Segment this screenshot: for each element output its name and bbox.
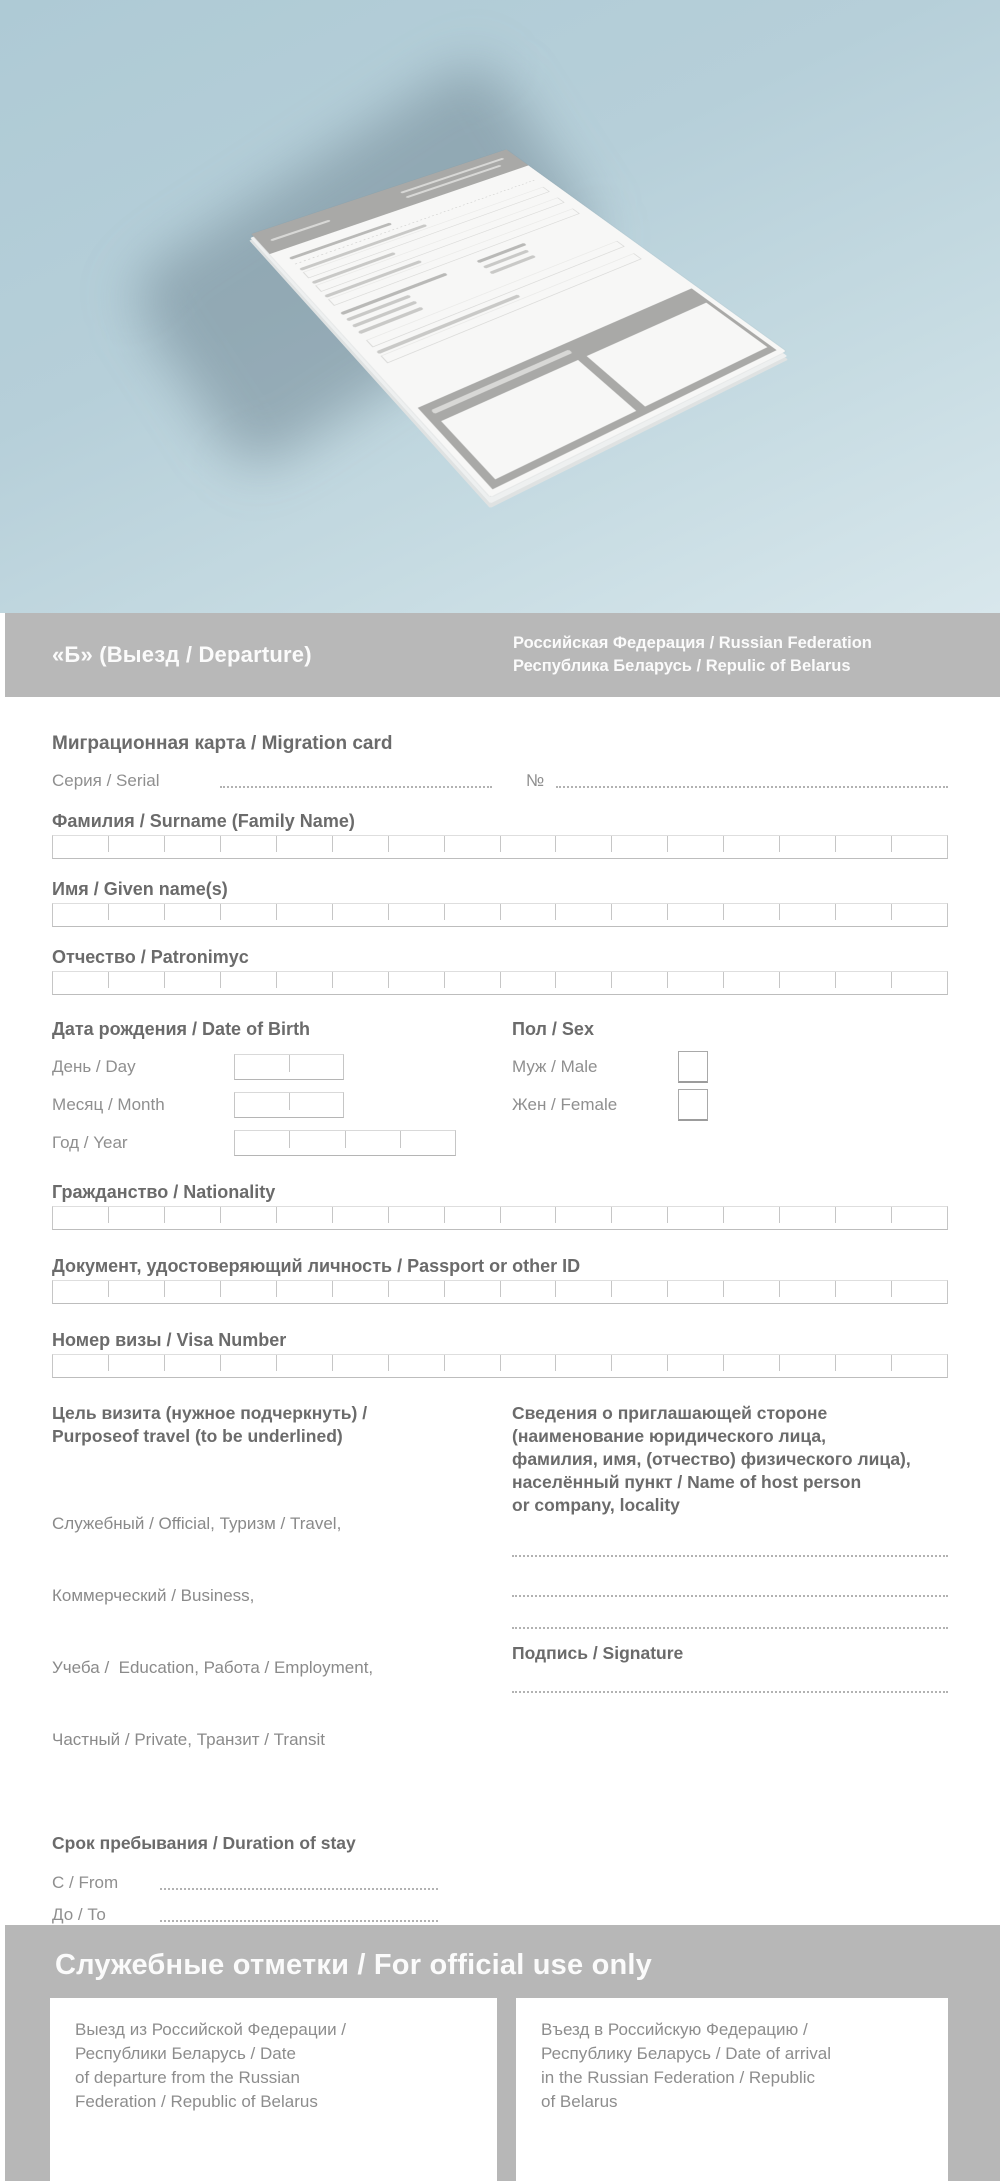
char-cell <box>556 904 612 920</box>
char-cell <box>612 1281 668 1297</box>
char-cell <box>668 972 724 988</box>
purpose-option-line[interactable]: Коммерческий / Business, <box>52 1586 255 1605</box>
sex-label: Пол / Sex <box>512 1019 594 1039</box>
char-cell <box>556 1207 612 1223</box>
char-cell <box>109 1281 165 1297</box>
duration-label: Срок пребывания / Duration of stay <box>52 1833 356 1853</box>
official-use-title: Служебные отметки / For official use only <box>55 1949 653 1981</box>
char-cell <box>221 1281 277 1297</box>
sex-column <box>512 1019 948 1156</box>
char-cell <box>892 1355 947 1371</box>
char-cell <box>109 836 165 852</box>
female-row <box>512 1092 948 1118</box>
signature-input-line[interactable] <box>512 1689 948 1693</box>
char-cell <box>445 1281 501 1297</box>
char-cell <box>53 1207 109 1223</box>
female-label: Жен / Female <box>512 1095 618 1114</box>
host-info-line: населённый пункт / Name of host person <box>512 1472 862 1492</box>
number-label: № <box>526 771 545 790</box>
departure-box-line: Республики Беларусь / Date <box>75 2044 296 2063</box>
char-cell <box>612 904 668 920</box>
form-body <box>0 697 1000 1925</box>
card-photo-section <box>0 0 1000 613</box>
char-cell <box>389 904 445 920</box>
char-cell <box>221 1355 277 1371</box>
char-cell <box>333 1281 389 1297</box>
nationality-section <box>52 1182 948 1230</box>
char-cell <box>780 1355 836 1371</box>
char-cell <box>836 1355 892 1371</box>
char-cell <box>892 1281 947 1297</box>
char-cell <box>221 972 277 988</box>
departure-box-line: of departure from the Russian <box>75 2068 300 2087</box>
char-cell <box>780 904 836 920</box>
from-label: С / From <box>52 1873 119 1892</box>
char-cell <box>165 972 221 988</box>
form-header-bar <box>5 613 1000 697</box>
char-cell <box>221 904 277 920</box>
char-cell <box>290 1131 345 1148</box>
char-cell <box>892 904 947 920</box>
char-cell <box>780 972 836 988</box>
to-input-line[interactable] <box>160 1906 438 1922</box>
purpose-title-ru: Цель визита (нужное подчеркнуть) / <box>52 1403 368 1423</box>
host-input-line-2[interactable] <box>512 1593 948 1597</box>
signature-label: Подпись / Signature <box>512 1643 684 1663</box>
official-use-boxes <box>50 1998 948 2181</box>
serial-input-line[interactable] <box>220 772 492 788</box>
male-row <box>512 1054 948 1080</box>
country-line-belarus: Республика Беларусь / Repulic of Belarus <box>513 657 851 675</box>
char-cell <box>556 1281 612 1297</box>
char-cell <box>724 972 780 988</box>
char-cell <box>836 1281 892 1297</box>
serial-number-row <box>52 771 948 791</box>
char-cell <box>277 972 333 988</box>
char-cell <box>290 1055 344 1072</box>
char-cell <box>53 1281 109 1297</box>
purpose-options <box>52 1464 500 1800</box>
char-cell <box>333 1207 389 1223</box>
departure-box-line: Выезд из Российской Федерации / <box>75 2020 347 2039</box>
given-name-label: Имя / Given name(s) <box>52 879 228 899</box>
char-cell <box>445 972 501 988</box>
char-cell <box>235 1131 290 1148</box>
char-cell <box>277 836 333 852</box>
male-checkbox[interactable] <box>678 1051 708 1083</box>
arrival-box-line: Въезд в Российскую Федерацию / <box>541 2020 808 2039</box>
dob-sex-section <box>52 1019 948 1156</box>
year-row <box>52 1130 512 1156</box>
char-cell <box>556 836 612 852</box>
char-cell <box>724 836 780 852</box>
patronymic-section <box>52 947 948 995</box>
char-cell <box>389 1355 445 1371</box>
char-cell <box>724 1355 780 1371</box>
char-cell <box>333 1355 389 1371</box>
char-cell <box>109 904 165 920</box>
char-cell <box>668 1355 724 1371</box>
from-row <box>52 1871 500 1893</box>
char-cell <box>333 904 389 920</box>
char-cell <box>668 1207 724 1223</box>
official-use-section <box>5 1925 1000 2181</box>
char-cell <box>668 836 724 852</box>
char-cell <box>556 1355 612 1371</box>
char-cell <box>501 1207 557 1223</box>
char-cell <box>389 1281 445 1297</box>
char-cell <box>389 836 445 852</box>
char-cell <box>235 1055 290 1072</box>
serial-label: Серия / Serial <box>52 771 160 790</box>
visa-char-boxes[interactable] <box>52 1354 948 1378</box>
char-cell <box>556 972 612 988</box>
char-cell <box>612 836 668 852</box>
purpose-option-line[interactable]: Учеба / Education, Работа / Employment, <box>52 1658 374 1677</box>
to-label: До / То <box>52 1905 106 1924</box>
day-input-boxes[interactable] <box>234 1054 344 1080</box>
char-cell <box>836 1207 892 1223</box>
patronymic-label: Отчество / Patronimyc <box>52 947 249 967</box>
year-input-boxes[interactable] <box>234 1130 456 1156</box>
arrival-stamp-box[interactable] <box>516 1998 948 2181</box>
dob-column <box>52 1019 512 1156</box>
purpose-title-en: Purposeof travel (to be underlined) <box>52 1426 343 1446</box>
char-cell <box>277 1207 333 1223</box>
purpose-column <box>52 1402 500 1925</box>
number-input-line[interactable] <box>556 772 948 788</box>
month-row <box>52 1092 512 1118</box>
form-title: Миграционная карта / Migration card <box>52 733 393 754</box>
char-cell <box>389 1207 445 1223</box>
to-row <box>52 1903 500 1925</box>
char-cell <box>109 972 165 988</box>
char-cell <box>612 1207 668 1223</box>
char-cell <box>53 836 109 852</box>
char-cell <box>501 836 557 852</box>
male-label: Муж / Male <box>512 1057 598 1076</box>
char-cell <box>53 904 109 920</box>
char-cell <box>445 836 501 852</box>
purpose-option-line[interactable]: Частный / Private, Транзит / Transit <box>52 1730 325 1749</box>
visa-section <box>52 1330 948 1378</box>
char-cell <box>612 1355 668 1371</box>
char-cell <box>668 1281 724 1297</box>
char-cell <box>165 836 221 852</box>
host-info-line: or company, locality <box>512 1495 680 1515</box>
char-cell <box>501 1355 557 1371</box>
purpose-host-section <box>52 1402 948 1925</box>
char-cell <box>165 1207 221 1223</box>
given-name-char-boxes[interactable] <box>52 903 948 927</box>
char-cell <box>165 1281 221 1297</box>
char-cell <box>445 904 501 920</box>
given-name-section <box>52 879 948 927</box>
month-input-boxes[interactable] <box>234 1092 344 1118</box>
visa-label: Номер визы / Visa Number <box>52 1330 287 1350</box>
month-label: Месяц / Month <box>52 1095 165 1114</box>
departure-stamp-box[interactable] <box>50 1998 497 2181</box>
country-names <box>513 632 872 678</box>
patronymic-char-boxes[interactable] <box>52 971 948 995</box>
dob-label: Дата рождения / Date of Birth <box>52 1019 311 1039</box>
surname-label: Фамилия / Surname (Family Name) <box>52 811 355 831</box>
departure-box-line: Federation / Republic of Belarus <box>75 2092 318 2111</box>
host-input-line-3[interactable] <box>512 1625 948 1629</box>
char-cell <box>892 1207 947 1223</box>
char-cell <box>165 1355 221 1371</box>
host-info-line: (наименование юридического лица, <box>512 1426 826 1446</box>
country-line-russia: Российская Федерация / Russian Federation <box>513 634 872 652</box>
year-label: Год / Year <box>52 1133 128 1152</box>
char-cell <box>668 904 724 920</box>
char-cell <box>780 1207 836 1223</box>
char-cell <box>780 1281 836 1297</box>
card-side-title: «Б» (Выезд / Departure) <box>52 642 312 667</box>
char-cell <box>53 972 109 988</box>
char-cell <box>724 1281 780 1297</box>
nationality-label: Гражданство / Nationality <box>52 1182 276 1202</box>
arrival-box-line: of Belarus <box>541 2092 618 2111</box>
char-cell <box>892 836 947 852</box>
host-info-line: Сведения о приглашающей стороне <box>512 1403 828 1423</box>
day-label: День / Day <box>52 1057 136 1076</box>
char-cell <box>290 1093 344 1110</box>
char-cell <box>445 1355 501 1371</box>
document-label: Документ, удостоверяющий личность / Passport or other ID <box>52 1256 581 1276</box>
char-cell <box>501 1281 557 1297</box>
document-char-boxes[interactable] <box>52 1280 948 1304</box>
host-info-label <box>512 1402 948 1517</box>
char-cell <box>445 1207 501 1223</box>
char-cell <box>221 836 277 852</box>
day-row <box>52 1054 512 1080</box>
char-cell <box>346 1131 401 1148</box>
host-info-line: фамилия, имя, (отчество) физического лица), <box>512 1449 911 1469</box>
char-cell <box>221 1207 277 1223</box>
from-input-line[interactable] <box>160 1874 438 1890</box>
arrival-box-line: in the Russian Federation / Republic <box>541 2068 816 2087</box>
char-cell <box>836 836 892 852</box>
char-cell <box>333 972 389 988</box>
char-cell <box>401 1131 455 1148</box>
host-input-line-1[interactable] <box>512 1553 948 1557</box>
char-cell <box>501 972 557 988</box>
char-cell <box>277 904 333 920</box>
arrival-box-line: Республику Беларусь / Date of arrival <box>541 2044 832 2063</box>
char-cell <box>612 972 668 988</box>
char-cell <box>333 836 389 852</box>
purpose-option-line[interactable]: Служебный / Official, Туризм / Travel, <box>52 1514 342 1533</box>
char-cell <box>277 1355 333 1371</box>
char-cell <box>389 972 445 988</box>
char-cell <box>836 904 892 920</box>
nationality-char-boxes[interactable] <box>52 1206 948 1230</box>
char-cell <box>165 904 221 920</box>
char-cell <box>501 904 557 920</box>
host-column <box>512 1402 948 1925</box>
female-checkbox[interactable] <box>678 1089 708 1121</box>
char-cell <box>836 972 892 988</box>
char-cell <box>724 904 780 920</box>
char-cell <box>780 836 836 852</box>
surname-section <box>52 811 948 859</box>
surname-char-boxes[interactable] <box>52 835 948 859</box>
char-cell <box>724 1207 780 1223</box>
char-cell <box>109 1355 165 1371</box>
char-cell <box>235 1093 290 1110</box>
char-cell <box>109 1207 165 1223</box>
document-section <box>52 1256 948 1304</box>
char-cell <box>277 1281 333 1297</box>
char-cell <box>892 972 947 988</box>
char-cell <box>53 1355 109 1371</box>
